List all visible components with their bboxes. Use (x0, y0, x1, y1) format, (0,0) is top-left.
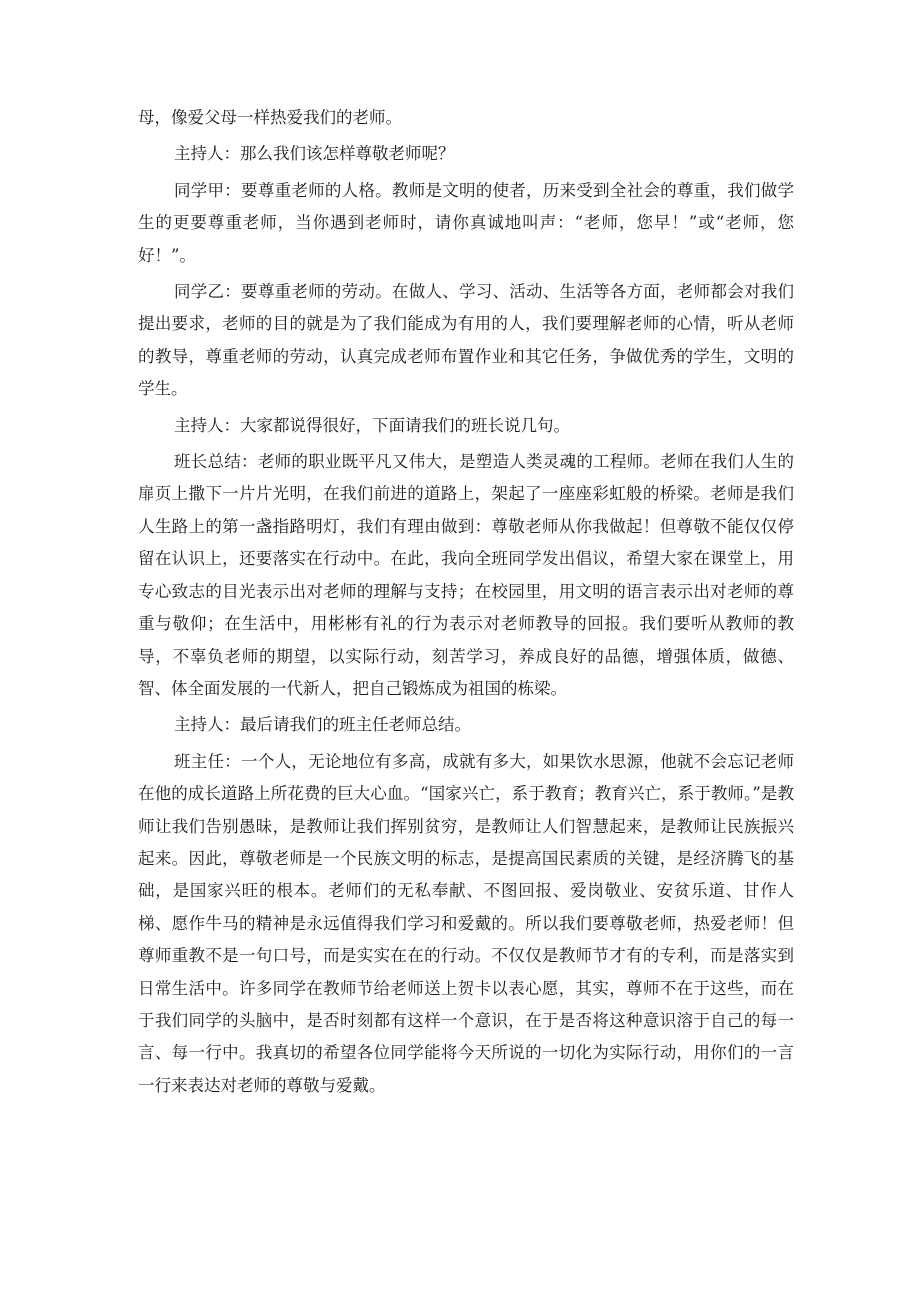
paragraph-student-b: 同学乙：要尊重老师的劳动。在做人、学习、活动、生活等各方面，老师都会对我们提出要求，老师的目的就是为了我们能成为有用的人，我们要理解老师的心情，听从老师的教导，尊重老师的劳动，认真完成老师布置作业和其它任务，争做优秀的学生，文明的学生。 (138, 282, 794, 399)
paragraph-host-monitor-intro: 主持人：大家都说得很好，下面请我们的班长说几句。 (174, 415, 570, 435)
paragraph-continuation: 母，像爱父母一样热爱我们的老师。 (138, 108, 402, 127)
document-body (138, 102, 794, 1106)
paragraph-host-question: 主持人：那么我们该怎样尊敬老师呢？ (174, 144, 455, 164)
paragraph-monitor-summary: 班长总结：老师的职业既平凡又伟大，是塑造人类灵魂的工程师。老师在我们人生的扉页上撒下一片片光明，在我们前进的道路上，架起了一座座彩虹般的桥梁。老师是我们人生路上的第一盏指路明灯，我们有理由做到：尊敬老师从你我做起！但尊敬不能仅仅停留在认识上，还要落实在行动中。在此，我向全班同学发出倡议，希望大家在课堂上，用专心致志的目光表示出对老师的理解与支持；在校园里，用文明的语言表示出对老师的尊重与敬仰；在生活中，用彬彬有礼的行为表示对老师教导的回报。我们要听从教师的教导，不辜负老师的期望，以实际行动，刻苦学习，养成良好的品德，增强体质，做德、智、体全面发展的一代新人，把自己锻炼成为祖国的栋梁。 (138, 452, 794, 698)
paragraph-host-teacher-intro: 主持人：最后请我们的班主任老师总结。 (174, 715, 471, 735)
paragraph-head-teacher-summary: 班主任：一个人，无论地位有多高，成就有多大，如果饮水思源，他就不会忘记老师在他的成长道路上所花费的巨大心血。“国家兴亡，系于教育；教育兴亡，系于教师。”是教师让我们告别愚昧，是教师让我们挥别贫穷，是教师让人们智慧起来，是教师让民族振兴起来。因此，尊敬老师是一个民族文明的标志，是提高国民素质的关键，是经济腾飞的基础，是国家兴旺的根本。老师们的无私奉献、不图回报、爱岗敬业、安贫乐道、甘作人梯、愿作牛马的精神是永远值得我们学习和爱戴的。所以我们要尊敬老师，热爱老师！但尊师重教不是一句口号，而是实实在在的行动。不仅仅是教师节才有的专利，而是落实到日常生活中。许多同学在教师节给老师送上贺卡以表心愿，其实，尊师不在于这些，而在于我们同学的头脑中，是否时刻都有这样一个意识，在于是否将这种意识溶于自己的每一言、每一行中。我真切的希望各位同学能将今天所说的一切化为实际行动，用你们的一言一行来表达对老师的尊敬与爱戴。 (138, 751, 794, 1095)
paragraph-student-a: 同学甲：要尊重老师的人格。教师是文明的使者，历来受到全社会的尊重，我们做学生的更要尊重老师，当你遇到老师时，请你真诚地叫声：“老师，您早！”或“老师，您好！”。 (138, 180, 794, 265)
